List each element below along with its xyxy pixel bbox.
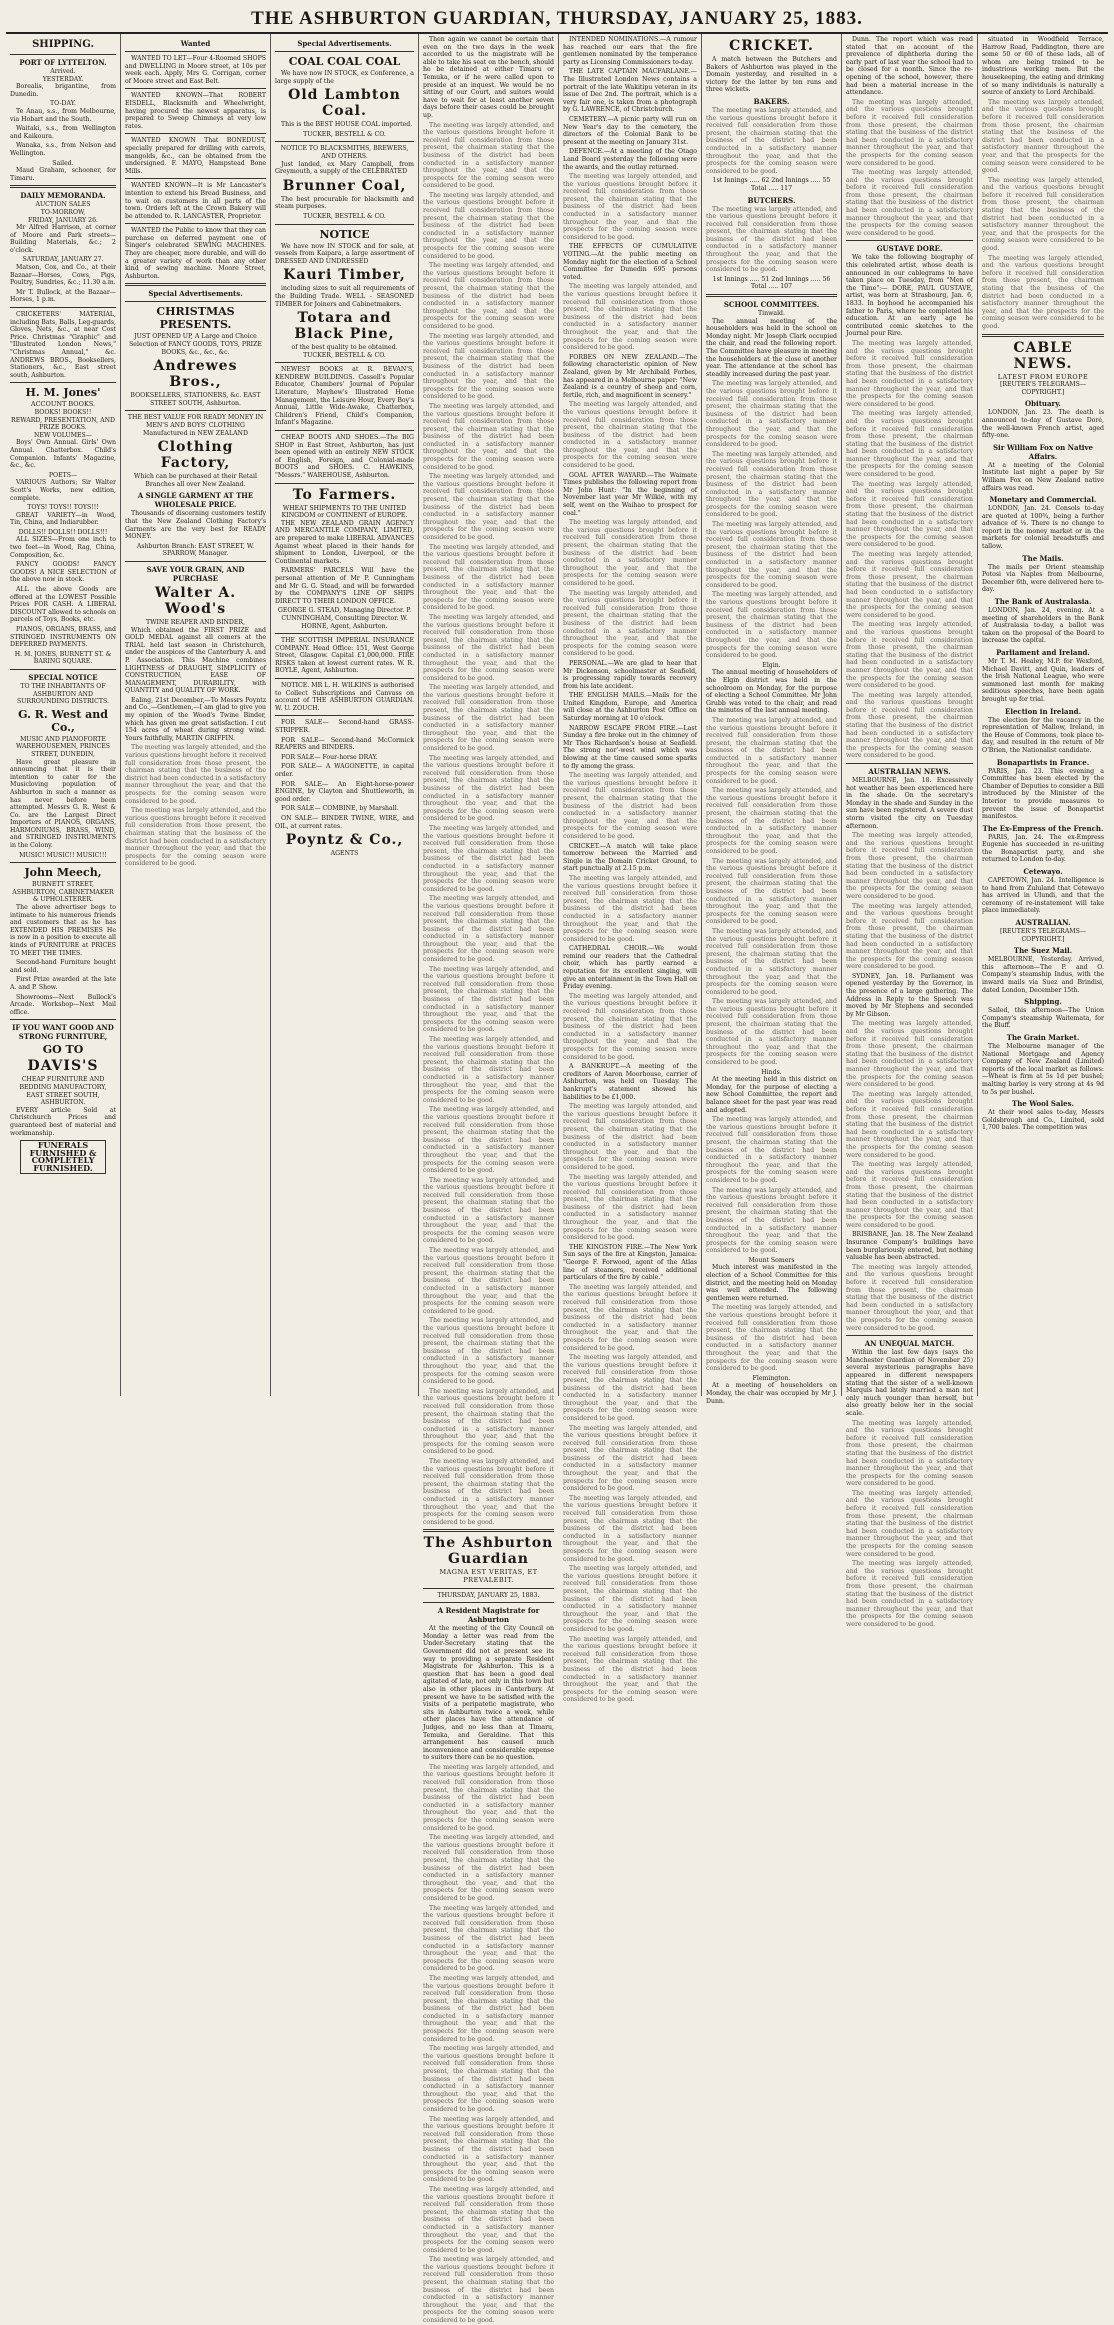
filler-text: The meeting was largely attended, and the various questions brought before it received full consideration from those present, the chairman stating that the business of the district had been conducted in a satisfactory manner throughout the year, and that the prospects for the coming season were considered to be good. — [706, 380, 837, 449]
filler-text: The meeting was largely attended, and the various questions brought before it received full consideration from those present, the chairman stating that the business of the district had been conducted in a satisfactory manner throughout the year, and that the prospects for the coming season were considered to be good. — [846, 1560, 973, 1628]
kauri-sub: including sizes to suit all requirements of the Building Trade. WELL - SEASONED TIMBER for Joiners and Cabinetmakers. — [275, 285, 414, 308]
news-item: THE ENGLISH MAILS.—Mails for the United Kingdom, Europe, and America will close at the Ashburton Post Office on Saturday morning at 10 o'clock. — [563, 692, 697, 723]
filler-text: The meeting was largely attended, and the various questions brought before it received full consideration from those present, the chairman stating that the business of the district had been conducted in a satisfactory manner throughout the year, and that the prospects for the coming season were considered to be good. — [846, 902, 973, 971]
wool-heading: The Wool Sales. — [1012, 1099, 1074, 1109]
tucker-signature: TUCKER, BESTELL & CO. — [303, 130, 386, 138]
filler-text: The meeting was largely attended, and the various questions brought before it received full consideration from those present, the chairman stating that the business of the district had been conducted in a satisfactory manner throughout the year, and that the prospects for the coming season were considered to be good. — [846, 339, 973, 408]
filler-text: The meeting was largely attended, and the various questions brought before it received full consideration from those present, the chairman stating that the business of the district had been conducted in a satisfactory manner throughout the year, and that the prospects for the coming season were considered to be good. — [846, 551, 973, 619]
elgin-body: The annual meeting of householders of the Elgin district was held in the schoolroom on Monday, for the purpose of electing a School Committee. Mr John Grubb was voted to the chair, and read the minutes of the last annual meeting. — [706, 669, 837, 715]
filler-text: The meeting was largely attended, and the various questions brought before it received full consideration from those present, the chairman stating that the business of the district had been conducted in a satisfactory manner throughout the year, and that the prospects for the coming season were considered to be good. — [706, 857, 837, 926]
flemington-heading: Flemington. — [752, 1374, 791, 1382]
davis-body: EVERY article Sold at Christchurch Prices and guaranteed best of material and workmanship. — [10, 1106, 116, 1137]
column-6 — [702, 34, 842, 1405]
fancy-goods: FANCY GOODS! FANCY GOODS! A NICE SELECTION of the above now in stock. — [10, 561, 116, 584]
meech-body: The above advertiser begs to intimate to his numerous friends and customers that as he has EXTENDED HIS PREMISES He is now in a position to execute all kinds of FURNITURE at PRICES TO MEET THE TIMES. — [10, 904, 116, 957]
scottish-ad: THE SCOTTISH IMPERIAL INSURANCE COMPANY. Head Office: 151, West George Street, Glasgow. Capital £1,000,000. FIRE RISKS taken at lowest current rates. W. R. BOYLE, Agent, Ashburton. — [275, 637, 414, 675]
andrews-title: Andrewes Bros., — [153, 358, 238, 391]
filler-text: The meeting was largely attended, and the various questions brought before it received full consideration from those present, the chairman stating that the business of the district had been conducted in a satisfactory manner throughout the year, and that the prospects for the coming season were considered to be good. — [423, 1387, 554, 1456]
filler-text: The meeting was largely attended, and the various questions brought before it received full consideration from those present, the chairman stating that the business of the district had been conducted in a satisfactory manner throughout the year, and that the prospects for the coming season were considered to be good. — [706, 450, 837, 519]
saturday-label: SATURDAY, JANUARY 27. — [22, 256, 104, 264]
filler-text: The meeting was largely attended, and the various questions brought before it received full consideration from those present, the chairman stating that the business of the district had been conducted in a satisfactory manner throughout the year, and that the prospects for the coming season were considered to be good. — [563, 1494, 697, 1563]
column-intro: Dunn. The report which was read stated that on account of the prevalence of diphtheria during the early part of last year the school had to be closed for a month. Since the re-opening of the school, however, there had been a material increase in the attendance. — [846, 36, 973, 97]
dolls-label: DOLLS!! DOLLS!! DOLLS!!! — [18, 528, 108, 536]
filler-text: The meeting was largely attended, and the various questions brought before it received full consideration from those present, the chairman stating that the business of the district had been conducted in a satisfactory manner throughout the year, and that the prospects for the coming season were considered to be good. — [563, 283, 697, 352]
jones-books: BOOKS! BOOKS!! — [34, 408, 92, 416]
jones-reward: REWARD, PRESENTATION, AND PRIZE BOOKS. — [11, 416, 115, 432]
grain-heading: The Grain Market. — [1006, 1032, 1080, 1042]
filler-text: The meeting was largely attended, and the various questions brought before it received full consideration from those present, the chairman stating that the business of the district had been conducted in a satisfactory manner throughout the year, and that the prospects for the coming season were considered to be good. — [423, 332, 554, 401]
money-heading: Monetary and Commercial. — [989, 495, 1097, 505]
cable-news-heading: CABLE NEWS. — [1013, 339, 1073, 372]
filler-text: The meeting was largely attended, and the various questions brought before it received full consideration from those present, the chairman stating that the business of the district had been conducted in a satisfactory manner throughout the year, and that the prospects for the coming season were considered to be good. — [563, 589, 697, 658]
guardian-motto: MAGNA EST VERITAS, ET PREVALEBIT. — [439, 1568, 538, 1584]
filler-text: The meeting was largely attended, and the various questions brought before it received full consideration from those present, the chairman stating that the business of the district had been conducted in a satisfactory manner throughout the year, and that the prospects for the coming season were considered to be good. — [423, 2045, 554, 2113]
wheat-heading: WHEAT SHIPMENTS TO THE UNITED KINGDOM or CONTINENT of EUROPE. — [281, 504, 408, 520]
bank-heading: The Bank of Australasia. — [994, 597, 1092, 607]
tucker-signature: TUCKER, BESTELL & CO. — [303, 212, 386, 220]
filler-text: The meeting was largely attended, and the various questions brought before it received full consideration from those present, the chairman stating that the business of the district had been conducted in a satisfactory manner throughout the year, and that the prospects for the coming season were considered to be good. — [563, 992, 697, 1061]
leader-date: THURSDAY, JANUARY 25, 1883. — [437, 1591, 540, 1599]
filler-text: The meeting was largely attended, and the various questions brought before it received full consideration from those present, the chairman stating that the business of the district had been conducted in a satisfactory manner throughout the year, and that the prospects for the coming season were considered to be good. — [706, 927, 837, 996]
column-intro: situated in Woodfield Terrace, Harrow Road, Paddington, there are some 50 or 60 of these lads, all of whom are being trained to be industrious working men. But the housekeeping, the eating and drinking of so many individuals is naturally a source of anxiety to Lord Archibald. — [982, 36, 1104, 97]
reuter-label: [REUTER'S TELEGRAMS—COPYRIGHT.] — [999, 928, 1087, 943]
filler-text: The meeting was largely attended, and the various questions brought before it received full consideration from those present, the chairman stating that the business of the district had been conducted in a satisfactory manner throughout the year, and that the prospects for the coming season were considered to be good. — [423, 684, 554, 753]
filler-text: The meeting was largely attended, and the various questions brought before it received full consideration from those present, the chairman stating that the business of the district had been conducted in a satisfactory manner throughout the year, and that the prospects for the coming season were considered to be good. — [846, 480, 973, 549]
filler-text: The meeting was largely attended, and the various questions brought before it received full consideration from those present, the chairman stating that the business of the district had been conducted in a satisfactory manner throughout the year, and that the prospects for the coming season were considered to be good. — [846, 621, 973, 690]
brunner-title: Brunner Coal, — [282, 177, 407, 194]
filler-text: The meeting was largely attended, and the various questions brought before it received full consideration from those present, the chairman stating that the business of the district had been conducted in a satisfactory manner throughout the year, and that the prospects for the coming season were considered to be good. — [563, 173, 697, 241]
for-sale-item: FOR SALE— A WAGONETTE, in capital order. — [275, 763, 414, 778]
shipping-body: Sailed, this afternoon—The Union Company's steamship Waitemata, for the Bluff. — [982, 1007, 1104, 1030]
filler-text: The meeting was largely attended, and the various questions brought before it received full consideration from those present, the chairman stating that the business of the district had been conducted in a satisfactory manner throughout the year, and that the prospects for the coming season were considered to be good. — [423, 1247, 554, 1315]
stead-signature: GEORGE G. STEAD, Managing Director. P. CUNNINGHAM, Consulting Director. W. HORNE, Agent, Ashburton. — [277, 607, 412, 630]
today-label: TO-DAY. — [50, 100, 76, 108]
mails-heading: The Mails. — [1022, 553, 1064, 563]
france-body: PARIS, Jan. 23. This evening a Committee has been elected by the Chamber of Deputies to consider a Bill introduced by the Minister of the Interior to provide measures to prevent the issue of Bonapartist manifestos. — [982, 767, 1104, 821]
column-4 — [419, 34, 559, 2325]
news-item: PERSONAL.—We are glad to hear that Mr Dickenson, schoolmaster at Seafield, is progressing rapidly towards recovery from his late accident. — [563, 659, 697, 690]
value-heading: THE BEST VALUE FOR READY MONEY IN MEN'S AND BOYS' CLOTHING — [127, 414, 264, 429]
totara-title: Totara and Black Pine, — [294, 310, 395, 343]
elgin-heading: Elgin. — [762, 661, 781, 669]
reuter-label: [REUTER'S TELEGRAMS—COPYRIGHT.] — [999, 381, 1087, 396]
sailed-label: Sailed. — [52, 159, 74, 167]
lambton-sub: This is the BEST HOUSE COAL imported. — [281, 121, 413, 129]
filler-text: The meeting was largely attended, and the various questions brought before it received full consideration from those present, the chairman stating that the business of the district had been conducted in a satisfactory manner throughout the year, and that the prospects for the coming season were considered to be good. — [563, 874, 697, 943]
filler-text: The meeting was largely attended, and the various questions brought before it received full consideration from those present, the chairman stating that the business of the district had been conducted in a satisfactory manner throughout the year, and that the prospects for the coming season were considered to be good. — [423, 895, 554, 964]
filler-text: The meeting was largely attended, and the various questions brought before it received full consideration from those present, the chairman stating that the business of the district had been conducted in a satisfactory manner throughout the year, and that the prospects for the coming season were considered to be good. — [423, 543, 554, 612]
wanted-ad: WANTED TO LET—Four 4-Roomed SHOPS and DWELLING in Moore street, at 10s per week each. Apply, Mrs G. Corrigan, corner of Moore street and East Belt. — [125, 55, 266, 85]
news-item: FORBES ON NEW ZEALAND.—The following characteristic opinion of New Zealand, given by Mr Archibald Forbes, has appeared in a Melbourne paper: "New Zealand is a country of sheep and corn, fertile, rich, and magnificent in scenery." — [563, 353, 697, 399]
boots-ad: CHEAP BOOTS AND SHOES.—The BIG SHOP in East Street, Ashburton, has just been opened with an entirely NEW STOCK of English, Foreign, and Colonial-made BOOTS and SHOES. C. HAWKINS, "Messrs." WAREHOUSE, Ashburton. — [275, 434, 414, 479]
meech-line: First Prize awarded at the late A. and P. Show. — [10, 976, 116, 991]
for-sale-item: FOR SALE— An Eight-horse-power ENGINE, by Clayton and Shuttleworth, in good order. — [275, 780, 414, 803]
natives-body: At a meeting of the Colonial Institute last night a paper by Sir William Fox on New Zealand native affairs was read. — [982, 461, 1104, 492]
ireland-heading: Parliament and Ireland. — [996, 648, 1090, 657]
filler-text: The meeting was largely attended, and the various questions brought before it received full consideration from those present, the chairman stating that the business of the district had been conducted in a satisfactory manner throughout the year, and that the prospects for the coming season were considered to be good. — [423, 1036, 554, 1104]
column-5 — [559, 34, 702, 1704]
filler-text: The meeting was largely attended, and the various questions brought before it received full consideration from those present, the chairman stating that the business of the district had been conducted in a satisfactory manner throughout the year, and that the prospects for the coming season were considered to be good. — [423, 1904, 554, 1973]
wilkins-notice: NOTICE. MR L. H. WILKINS is authorised to Collect Subscriptions and Canvass on account of THE ASHBURTON GUARDIAN. W. U. ZOUCH. — [275, 682, 414, 712]
filler-text: The meeting was largely attended, and the various questions brought before it received full consideration from those present, the chairman stating that the business of the district had been conducted in a satisfactory manner throughout the year, and that the prospects for the coming season were considered to be good. — [423, 2115, 554, 2184]
filler-text: The meeting was largely attended, and the various questions brought before it received full consideration from those present, the chairman stating that the business of the district had been conducted in a satisfactory manner throughout the year, and that the prospects for the coming season were considered to be good. — [706, 521, 837, 589]
filler-text: The meeting was largely attended, and the various questions brought before it received full consideration from those present, the chairman stating that the business of the district had been conducted in a satisfactory manner throughout the year, and that the prospects for the coming season were considered to be good. — [706, 787, 837, 855]
filler-text: The meeting was largely attended, and the various questions brought before it received full consideration from those present, the chairman stating that the business of the district had been conducted in a satisfactory manner throughout the year, and that the prospects for the coming season were considered to be good. — [846, 410, 973, 479]
branch-note: Ashburton Branch: EAST STREET, W. SPARROW, Manager. — [136, 542, 255, 558]
filler-text: The meeting was largely attended, and the various questions brought before it received full consideration from those present, the chairman stating that the business of the district had been conducted in a satisfactory manner throughout the year, and that the prospects for the coming season were considered to be good. — [706, 998, 837, 1067]
column-8 — [978, 34, 1108, 1396]
column-3 — [271, 34, 419, 1396]
news-item: GOAL AFTER WAYARD.—The Waimate Times publishes the following report from Mr John Hunt: "In the beginning of November last year Mr Wilkie, with my self, went on the Waihao to prospect for coal." — [563, 471, 697, 517]
obituary-body: LONDON, Jan. 23. The death is announced to-day of Gustave Doré, the well-known French artist, aged fifty-one. — [982, 409, 1104, 440]
notice-heading: NOTICE — [319, 227, 370, 241]
filler-text: The meeting was largely attended, and the various questions brought before it received full consideration from those present, the chairman stating that the business of the district had been conducted in a satisfactory manner throughout the year, and that the prospects for the coming season were considered to be good. — [423, 1763, 554, 1832]
masthead — [6, 6, 1108, 34]
toys-variety: GREAT VARIETY—in Wood, Tin, China, and Indiarubber. — [10, 511, 116, 527]
hinds-body: At the meeting held in this district on Monday, for the purpose of electing a new School Committee, the report and balance sheet for the past year was read and adopted. — [706, 1076, 837, 1114]
filler-text: The meeting was largely attended, and the various questions brought before it received full consideration from those present, the chairman stating that the business of the district had been conducted in a satisfactory manner throughout the year, and that the prospects for the coming season were considered to be good. — [846, 1419, 973, 1488]
natives-heading: Sir William Fox on Native Affairs. — [992, 442, 1093, 461]
suez-heading: The Suez Mail. — [1013, 946, 1073, 956]
brunner-sub: The best procurable for blacksmith and steam purposes. — [275, 195, 414, 211]
for-sale-item: FOR SALE— Second-hand McCormick REAPERS and BINDERS. — [275, 736, 414, 752]
filler-text: The meeting was largely attended, and the various questions brought before it received full consideration from those present, the chairman stating that the business of the district had been conducted in a satisfactory manner throughout the year, and that the prospects for the coming season were considered to be good. — [423, 473, 554, 541]
arrived-label: Arrived. — [50, 68, 76, 75]
filler-text: The meeting was largely attended, and the various questions brought before it received full consideration from those present, the chairman stating that the business of the district had been conducted in a satisfactory manner throughout the year, and that the prospects for the coming season were considered to be good. — [846, 1020, 973, 1089]
coal-body: We have now IN STOCK, ex Conference, a large supply of the — [275, 70, 414, 85]
leader-heading: A Resident Magistrate for Ashburton — [437, 1606, 540, 1625]
filler-text: The meeting was largely attended, and the various questions brought before it received full consideration from those present, the chairman stating that the business of the district had been conducted in a satisfactory manner throughout the year, and that the prospects for the coming season were considered to be good. — [846, 832, 973, 900]
west-body: Have great pleasure in announcing that it is their intention to cater for the Musicloving population of Ashburton in such a manner as has never before been attempted. Messrs G. R. West & Co. are the Largest Direct Importers of PIANOS, ORGANS, HARMONIUMS, BRASS, WIND, and STRINGED INSTRUMENTS in the Colony. — [10, 758, 116, 850]
mails-body: The mails per Orient steamship Potosi via Naples from Melbourne, December 6th, were delivered here to-day. — [982, 563, 1104, 594]
meech-title: John Meech, — [24, 866, 102, 880]
columns — [6, 34, 1108, 2325]
committees-heading: SCHOOL COMMITTEES. — [723, 300, 820, 310]
australian-news-heading: AUSTRALIAN NEWS. — [868, 767, 951, 777]
ireland-body: Mr T. M. Healey, M.P. for Wexford, Michael Davitt, and Quin, leaders of the Irish National League, who were summoned last month for making seditious speeches, have been again brought up for trial. — [982, 658, 1104, 703]
article-body: Then again we cannot be certain that even on the two days in the week accorded to us the magistrate will be able to take his seat on the bench, should he be detained at either Timaru or Temuka, or if he were called upon to preside at an inquest. We would be no sitting of our Court, and suitors would have to wait for at least another seven days before their cases could be brought up. — [423, 36, 554, 119]
filler-text: The meeting was largely attended, and the various questions brought before it received full consideration from those present, the chairman stating that the business of the district had been conducted in a satisfactory manner throughout the year, and that the prospects for the coming season were considered to be good. — [423, 191, 554, 260]
meech-line: Showrooms—Next Bullock's Arcade. Workshop—Next Mail office. — [10, 993, 116, 1016]
wool-body: At their wool sales to-day, Messrs Goldsbrough and Co., Limited, sold 1,700 bales. The competition was — [982, 1109, 1104, 1132]
filler-text: The meeting was largely attended, and the various questions brought before it received full consideration from those present, the chairman stating that the business of the district had been conducted in a satisfactory manner throughout the year, and that the prospects for the coming season were considered to be good. — [423, 1176, 554, 1245]
jones-subtitle: ACCOUNT BOOKS. — [30, 400, 96, 409]
cricket-intro: A match between the Butchers and Bakers of Ashburton was played in the Domain yesterday, and resulted in a victory for the latter by ten runs and three wickets. — [706, 56, 837, 94]
for-sale-item: FOR SALE— Second-hand GRASS-STRIPPER. — [275, 719, 414, 735]
mount-somers-body: Much interest was manifested in the election of a School Committee for this district, and the meeting held on Monday was well attended. The following gentlemen were returned. — [706, 1264, 837, 1302]
wanted-ad: WANTED KNOWN—It is Mr Lancaster's intention to extend his Bread Business, and to wait on customers in all parts of the town. Orders left at the Crown Bakery will be attended to. R. LANCASTER, Proprietor. — [125, 182, 266, 220]
filler-text: The meeting was largely attended, and the various questions brought before it received full consideration from those present, the chairman stating that the business of the district had been conducted in a satisfactory manner throughout the year, and that the prospects for the coming season were considered to be good. — [846, 98, 973, 167]
masthead-title: THE ASHBURTON GUARDIAN, THURSDAY, JANUARY 25, 1883. — [251, 8, 863, 29]
lambton-title: Old Lambton Coal. — [288, 87, 401, 120]
australian-heading: AUSTRALIAN. — [1015, 918, 1071, 928]
totara-sub: of the best quality to be obtained. — [291, 344, 398, 352]
empress-heading: The Ex-Empress of the French. — [982, 823, 1104, 833]
single-garment-body: Thousands of discerning customers testify that the New Zealand Clothing Factory's Garments are the very best for READY MONEY. — [125, 510, 266, 541]
clothing-title: Clothing Factory, — [157, 439, 234, 472]
empress-body: PARIS, Jan. 24. The ex-Empress Eugenie has succeeded in re-uniting the Bonapartist party, and she returned to London to-day. — [982, 833, 1104, 864]
poets-label: POETS— — [48, 471, 78, 479]
filler-text: The meeting was largely attended, and the various questions brought before it received full consideration from those present, the chairman stating that the business of the district had been conducted in a satisfactory manner throughout the year, and that the prospects for the coming season were considered to be good. — [423, 1458, 554, 1526]
filler-text: The meeting was largely attended, and the various questions brought before it received full consideration from those present, the chairman stating that the business of the district had been conducted in a satisfactory manner throughout the year, and that the prospects for the coming season were considered to be good. — [982, 254, 1104, 330]
guardian-masthead: The Ashburton Guardian — [423, 1535, 554, 1568]
arrival-item: Borealis, brigantine, from Dunedin. — [10, 83, 116, 98]
auction-item: Mr T. Bullock, at the Bazaar—Horses, 1 p.m. — [10, 288, 116, 304]
filler-text: The meeting was largely attended, and the various questions brought before it received full consideration from those present, the chairman stating that the business of the district had been conducted in a satisfactory manner throughout the year, and that the prospects for the coming season were considered to be good. — [423, 121, 554, 190]
filler-text: The meeting was largely attended, and the various questions brought before it received full consideration from those present, the chairman stating that the business of the district had been conducted in a satisfactory manner throughout the year, and that the prospects for the coming season were considered to be good. — [706, 1116, 837, 1184]
filler-text: The meeting was largely attended, and the various questions brought before it received full consideration from those present, the chairman stating that the business of the district had been conducted in a satisfactory manner throughout the year, and that the prospects for the coming season were considered to be good. — [846, 1489, 973, 1558]
notice-body: We have now IN STOCK and for sale, at vessels from Kaipara, a large assortment of DRESSED AND UNDRESSED — [275, 242, 414, 265]
kauri-title: Kauri Timber, — [283, 267, 406, 284]
news-item: CEMETERY.—A picnic party will run on New Year's day to the cemetery, the directors of the Colonial Bank to be present at the meeting on January 31st. — [563, 115, 697, 146]
for-sale-item: ON SALE— BINDER TWINE, WIRE, and OIL, at current rates. — [275, 814, 414, 830]
filler-text: The meeting was largely attended, and the various questions brought before it received full consideration from those present, the chairman stating that the business of the district had been conducted in a satisfactory manner throughout the year, and that the prospects for the coming season were considered to be good. — [125, 807, 266, 868]
column-1 — [6, 34, 121, 1396]
unequal-match-body: Within the last few days (says the Manchester Guardian of November 25) several mysterious paragraphs have appeared in different newspapers stating that the sister of a well-known Marquis had lately married a man not only much younger than herself, but also greatly below her in the social scale. — [846, 1349, 973, 1417]
filler-text: The meeting was largely attended, and the various questions brought before it received full consideration from those present, the chairman stating that the business of the district had been conducted in a satisfactory manner throughout the year, and that the prospects for the coming season were considered to be good. — [563, 1354, 697, 1422]
news-item: CRICKET.—A match will take place tomorrow between the Married and Single in the Domain Cricket Ground, to start punctually at 2.15 p.m. — [563, 842, 697, 873]
france-heading: Bonapartists in France. — [996, 757, 1090, 767]
news-item: THE KINGSTON FIRE.—The New York Sun says of the fire at Kingston, Jamaica: "George F. Forwood, agent of the Atlas line of steamers, received additional particulars of the fire by cable." — [563, 1243, 697, 1282]
special-ads-heading: Special Advertisements. — [297, 39, 392, 48]
filler-text: The meeting was largely attended, and the various questions brought before it received full consideration from those present, the chairman stating that the business of the district had been conducted in a satisfactory manner throughout the year, and that the prospects for the coming season were considered to be good. — [563, 1424, 697, 1493]
wood-testimonial: Ealing, 21st December,—To Messrs Poyntz and Co.,—Gentlemen,—I am glad to give you my opinion of the Wood's Twine Binder, which has given me great satisfaction. I cut 154 acres of wheat during strong wind. Yours faithfully, MARTIN GRIFFIN. — [125, 696, 266, 742]
bakers-score: 1st Innings ..... 62 2nd Innings ..... 55 Total ..... 117 — [712, 177, 831, 192]
filler-text: The meeting was largely attended, and the various questions brought before it received full consideration from those present, the chairman stating that the business of the district had been conducted in a satisfactory manner throughout the year, and that the prospects for the coming season were considered to be good. — [125, 744, 266, 805]
melbourne-news: MELBOURNE, Jan. 18. Excessively hot weather has been experienced here in the shade. On the secretary's Monday in the shade and Sunday in the sun have been registered. A severe dust storm visited the city on Tuesday afternoon. — [846, 777, 973, 830]
filler-text: The meeting was largely attended, and the various questions brought before it received full consideration from those present, the chairman stating that the business of the district had been conducted in a satisfactory manner throughout the year, and that the prospects for the coming season were considered to be good. — [706, 591, 837, 660]
news-item: THE LATE CAPTAIN MACFARLANE.—The Illustrated London News contains a portrait of the late Wakitipu veteran in its issue of Dec 2nd. The portrait, which is a very fair one, is taken from a photograph by G. LAWRENCE, of Christchurch. — [563, 68, 697, 114]
christmas-title: CHRISTMAS PRESENTS. — [156, 305, 235, 332]
flemington-body: At a meeting of householders on Monday, the chair was occupied by Mr J. Dunn. — [706, 1382, 837, 1405]
tinwald-heading: Tinwald. — [758, 310, 785, 318]
value-subtitle: Manufactured in NEW ZEALAND — [143, 429, 248, 437]
farmers-title: To Farmers. — [292, 486, 397, 503]
special-notice-heading: SPECIAL NOTICE — [28, 672, 98, 682]
arrival-item: Te Anau, s.s., from Melbourne, via Hobart and the South. — [10, 107, 116, 123]
filler-text: The meeting was largely attended, and the various questions brought before it received full consideration from those present, the chairman stating that the business of the district had been conducted in a satisfactory manner throughout the year, and that the prospects for the coming season were considered to be good. — [423, 1317, 554, 1386]
wheat-body: THE NEW ZEALAND GRAIN AGENCY AND MERCANTILE COMPANY, LIMITED, are prepared to make LIBERAL ADVANCES Against wheat placed in their hands for shipment to London, Liverpool, or the Continental markets. — [275, 519, 414, 565]
filler-text: The meeting was largely attended, and the various questions brought before it received full consideration from those present, the chairman stating that the business of the district had been conducted in a satisfactory manner throughout the year, and that the prospects for the coming season were considered to be good. — [563, 401, 697, 470]
mount-somers-heading: Mount Somers — [748, 1256, 795, 1264]
new-volumes-label: NEW VOLUMES— — [34, 431, 92, 439]
auction-item: Matson, Cox, and Co., at their Bazaar—Horses, Cows, Pigs, Poultry, Sundries, &c.; 11.30 a.m. — [10, 264, 116, 287]
cricket-material-ad: CRICKETERS' MATERIAL, including Bats, Balls, Leg-guards, Gloves, Nets, &c., at near Cost Price. Christmas "Graphic" and "Illustrated London News," "Christmas Annual," &c. ANDREWS BROS., Booksellers, Stationers, &c., East street south, Ashburton. — [10, 311, 116, 379]
filler-text: The meeting was largely attended, and the various questions brought before it received full consideration from those present, the chairman stating that the business of the district had been conducted in a satisfactory manner throughout the year, and that the prospects for the coming season were considered to be good. — [706, 1186, 837, 1255]
obituary-heading: Obituary. — [1025, 399, 1061, 409]
news-item: CATHEDRAL CHOIR.—We would remind our readers that the Cathedral choir, which has partly earned a reputation for its excellent singing, will give an entertainment in the Town Hall on Friday evening. — [563, 945, 697, 991]
suez-body: MELBOURNE, Yesterday. Arrived, this afternoon—The P. and O. Company's steamship Indus, with the inward mails via Suez and Brindisi, dated London, December 15th. — [982, 956, 1104, 994]
tomorrow-label: TO-MORROW, — [40, 208, 86, 216]
filler-text: The meeting was largely attended, and the various questions brought before it received full consideration from those present, the chairman stating that the business of the district had been conducted in a satisfactory manner throughout the year, and that the prospects for the coming season were considered to be good. — [423, 1974, 554, 2043]
filler-text: The meeting was largely attended, and the various questions brought before it received full consideration from those present, the chairman stating that the business of the district had been conducted in a satisfactory manner throughout the year, and that the prospects for the coming season were considered to be good. — [563, 1103, 697, 1171]
music-label: MUSIC! MUSIC!! MUSIC!!! — [19, 851, 107, 859]
butchers-heading: BUTCHERS. — [747, 195, 796, 205]
filler-text: The meeting was largely attended, and the various questions brought before it received full consideration from those present, the chairman stating that the business of the district had been conducted in a satisfactory manner throughout the year, and that the prospects for the coming season were considered to be good. — [423, 262, 554, 330]
memoranda-heading: DAILY MEMORANDA. — [20, 191, 106, 201]
news-item: THE EFFECTS OF CUMULATIVE VOTING.—At the public meeting on Monday night for the election of a School Committee for Dunedin 695 persons voted. — [563, 243, 697, 281]
andrews-subtitle: BOOKSELLERS, STATIONERS, &c. EAST STREET SOUTH, Ashburton. — [130, 392, 261, 407]
coal-heading: COAL COAL COAL — [288, 55, 401, 68]
filler-text: The meeting was largely attended, and the various questions brought before it received full consideration from those present, the chairman stating that the business of the district had been conducted in a satisfactory manner throughout the year, and that the prospects for the coming season were considered to be good. — [563, 1635, 697, 1704]
wanted-ad: WANTED KNOWN—That ROBERT EISDELL, Blacksmith and Wheelwright, having procured the newest apparatus, is prepared to Sweep Chimneys at very low rates. — [125, 92, 266, 130]
filler-text: The meeting was largely attended, and the various questions brought before it received full consideration from those present, the chairman stating that the business of the district had been conducted in a satisfactory manner throughout the year, and that the prospects for the coming season were considered to be good. — [846, 1161, 973, 1229]
discount-note: ALL the above Goods are offered at the LOWEST Possible Prices FOR CASH. A LIBERAL DISCOUNT allowed to schools on parcels of Toys, Books, etc. — [10, 586, 116, 624]
brunner-pre: Just landed, ex Mary Campbell, from Greymouth, a supply of the CELEBRATED — [275, 160, 414, 176]
cetewayo-body: CAPETOWN, Jan. 24. Intelligence is to hand from Zululand that Cetewayo has arrived in Ulundi, and that the ceremony of re-instatement will take place immediately. — [982, 877, 1104, 915]
clothing-subtitle: Which can be purchased at their Retail Branches all over New Zealand. — [134, 473, 257, 488]
west-subtitle: MUSIC AND PIANOFORTE WAREHOUSEMEN, PRINCES STREET, DUNEDIN, — [15, 735, 111, 758]
books-ad: NEWEST BOOKS at R. BEVAN'S, KENDREW BUILDINGS. Cassell's Popular Educator, Chambers' Journal of Popular Literature, Mayhew's Illustrated Home Management, the Leisure Hour, Every Boy's Annual, Little Wide-Awake, Chatterbox, Children's Friend, Child's Companion, Infant's Magazine. — [275, 366, 414, 427]
filler-text: The meeting was largely attended, and the various questions brought before it received full consideration from those present, the chairman stating that the business of the district had been conducted in a satisfactory manner throughout the year, and that the prospects for the coming season were considered to be good. — [706, 205, 837, 274]
tucker-signature: TUCKER, BESTELL & CO. — [303, 351, 386, 359]
hinds-heading: Hinds. — [761, 1068, 782, 1076]
jones-signature: H. M. JONES, BURNETT ST. & BARING SQUARE. — [14, 650, 112, 666]
filler-text: The meeting was largely attended, and the various questions brought before it received full consideration from those present, the chairman stating that the business of the district had been conducted in a satisfactory manner throughout the year, and that the prospects for the coming season were considered to be good. — [563, 519, 697, 587]
arrival-item: Waitaki, s.s., from Wellington and Kaikoura. — [10, 125, 116, 140]
wood-subtitle: TWINE REAPER AND BINDER, — [145, 618, 246, 626]
shipping-heading: SHIPPING. — [32, 39, 94, 50]
friday-label: FRIDAY, JANUARY 26. — [27, 216, 98, 224]
filler-text: The meeting was largely attended, and the various questions brought before it received full consideration from those present, the chairman stating that the business of the district had been conducted in a satisfactory manner throughout the year, and that the prospects for the coming season were considered to be good. — [846, 1090, 973, 1159]
parcels-body: FARMERS' PARCELS Will have the personal attention of Mr P. Cunningham and Mr G. G. Stead, and will be forwarded by the COMPANY'S LINE OF SHIPS DIRECT TO THEIR LONDON OFFICE. — [275, 567, 414, 605]
filler-text: The meeting was largely attended, and the various questions brought before it received full consideration from those present, the chairman stating that the business of the district had been conducted in a satisfactory manner throughout the year, and that the prospects for the coming season were considered to be good. — [423, 2256, 554, 2325]
wanted-ad: WANTED the Public to know that they can purchase on deferred payment one of Singer's celebrated SEWING MACHINES. They are cheaper, more durable, and will do a greater variety of work than any other kind of sewing machine. Moore Street, Ashburton. — [125, 227, 266, 280]
toys-label: TOYS! TOYS!! TOYS!!! — [27, 504, 99, 512]
for-sale-item: FOR SALE— Four-horse DRAY. — [281, 753, 378, 761]
filler-text: The meeting was largely attended, and the various questions brought before it received full consideration from those present, the chairman stating that the business of the district had been conducted in a satisfactory manner throughout the year, and that the prospects for the coming season were considered to be good. — [563, 1283, 697, 1352]
sailed-item: Maud Graham, schooner, for Timaru. — [10, 167, 116, 182]
filler-text: The meeting was largely attended, and the various questions brought before it received full consideration from those present, the chairman stating that the business of the district had been conducted in a satisfactory manner throughout the year, and that the prospects for the coming season were considered to be good. — [846, 691, 973, 760]
filler-text: The meeting was largely attended, and the various questions brought before it received full consideration from those present, the chairman stating that the business of the district had been conducted in a satisfactory manner throughout the year, and that the prospects for the coming season were considered to be good. — [563, 772, 697, 840]
filler-text: The meeting was largely attended, and the various questions brought before it received full consideration from those present, the chairman stating that the business of the district had been conducted in a satisfactory manner throughout the year, and that the prospects for the coming season were considered to be good. — [563, 1565, 697, 1633]
shipping-heading: Shipping. — [1024, 997, 1062, 1007]
unequal-match-heading: AN UNEQUAL MATCH. — [864, 1339, 955, 1349]
filler-text: The meeting was largely attended, and the various questions brought before it received full consideration from those present, the chairman stating that the business of the district had been conducted in a satisfactory manner throughout the year, and that the prospects for the coming season were considered to be good. — [423, 1106, 554, 1175]
pianos-note: PIANOS, ORGANS, BRASS, and STRINGED INSTRUMENTS ON DEFERRED PAYMENTS. — [10, 626, 116, 649]
news-item: A BANKRUPT.—A meeting of the creditors of Aaron Moorhouse, carrier of Ashburton, was held on Tuesday. The bankrupt's statement showed his liabilities to be £1,000. — [563, 1063, 697, 1101]
davis-heading: IF YOU WANT GOOD AND STRONG FURNITURE, — [12, 1023, 114, 1042]
wood-title: Walter A. Wood's — [154, 584, 237, 617]
special-notice-sub: TO THE INHABITANTS OF ASHBURTON AND SURROUNDING DISTRICTS. — [17, 682, 109, 706]
go-to-label: GO TO — [42, 1043, 84, 1057]
agents-label: AGENTS — [330, 850, 359, 858]
cricket-heading: CRICKET. — [729, 38, 814, 54]
meech-line: Second-hand Furniture bought and sold. — [10, 959, 116, 974]
filler-text: The meeting was largely attended, and the various questions brought before it received full consideration from those present, the chairman stating that the business of the district had been conducted in a satisfactory manner throughout the year, and that the prospects for the coming season were considered to be good. — [423, 2185, 554, 2254]
jones-title: H. M. Jones' — [25, 386, 101, 400]
port-heading: PORT OF LYTTELTON. — [19, 58, 107, 67]
yesterday-label: YESTERDAY. — [42, 75, 84, 83]
news-item: INTENDED NOMINATIONS.—A rumour has reached our ears that the fire gentlemen nominated by the temperance party as Licensing Commissioners to-day. — [563, 36, 697, 66]
filler-text: The meeting was largely attended, and the various questions brought before it received full consideration from those present, the chairman stating that the business of the district had been conducted in a satisfactory manner throughout the year, and that the prospects for the coming season were considered to be good. — [846, 1263, 973, 1332]
filler-text: The meeting was largely attended, and the various questions brought before it received full consideration from those present, the chairman stating that the business of the district had been conducted in a satisfactory manner throughout the year, and that the prospects for the coming season were considered to be good. — [846, 169, 973, 237]
special-ads-heading: Special Advertisements. — [148, 289, 243, 299]
money-body: LONDON, Jan. 24. Consols to-day are quoted at 100¾, being a further advance of ⅛. There is no change to report in the money market or in the markets for colonial breadstuffs and tallow. — [982, 505, 1104, 551]
leader-body: At the meeting of the City Council on Monday a letter was read from the Under-Secretary stating that the Government did not at present see its way to providing a separate Resident Magistrate for Ashburton. This is a question that has been a good deal agitated of late, not only in this town but also in other places in Canterbury. At present we have to be satisfied with the visits of a peripatetic magistrate, who sits in Ashburton twice a week, while other places have the attendance of Judges, and no less than at Timaru, Temuka, and Geraldine. That this arrangement has caused much inconvenience and considerable expense to suitors there can be no question. — [423, 1625, 554, 1762]
filler-text: The meeting was largely attended, and the various questions brought before it received full consideration from those present, the chairman stating that the business of the district had been conducted in a satisfactory manner throughout the year, and that the prospects for the coming season were considered to be good. — [982, 98, 1104, 175]
election-heading: Election in Ireland. — [1004, 706, 1081, 716]
auction-item: Mr Alfred Harrison, at corner of Moore and Park streets—Building Materials, &c.; 2 o'clock. — [10, 224, 116, 254]
filler-text: The meeting was largely attended, and the various questions brought before it received full consideration from those present, the chairman stating that the business of the district had been conducted in a satisfactory manner throughout the year, and that the prospects for the coming season were considered to be good. — [706, 716, 837, 785]
filler-text: The meeting was largely attended, and the various questions brought before it received full consideration from those present, the chairman stating that the business of the district had been conducted in a satisfactory manner throughout the year, and that the prospects for the coming season were considered to be good. — [982, 176, 1104, 253]
davis-title: DAVIS'S — [27, 1058, 99, 1075]
for-sale-item: FOR SALE— COMBINE, by Marshall. — [281, 805, 399, 813]
single-garment: A SINGLE GARMENT AT THE WHOLESALE PRICE. — [137, 491, 254, 510]
volumes-list: Boys' Own Annual. Girls' Own Annual. Chatterbox. Child's Companion. Infants' Magazine, &c., &c. — [10, 439, 116, 470]
grain-body: The Melbourne manager of the National Mortgage and Agency Company of New Zealand (Limited) reports of the local market as follows:—Wheat is firm at 5s 1d per bushel; malting barley is very strong at 4s 9d to 5s per bushel. — [982, 1042, 1104, 1096]
brisbane-news: BRISBANE, Jan. 18. The New Zealand Insurance Company's buildings have been burglariously entered, but nothing valuable has been abstracted. — [846, 1231, 973, 1262]
filler-text: The meeting was largely attended, and the various questions brought before it received full consideration from those present, the chairman stating that the business of the district had been conducted in a satisfactory manner throughout the year, and that the prospects for the coming season were considered to be good. — [423, 824, 554, 893]
sydney-news: SYDNEY, Jan. 18. Parliament was opened yesterday by the Governor, in the presence of a large gathering. The Address in Reply to the Speech was moved by Mr Stephens and seconded by Mr Gibson. — [846, 972, 973, 1018]
filler-text: The meeting was largely attended, and the various questions brought before it received full consideration from those present, the chairman stating that the business of the district had been conducted in a satisfactory manner throughout the year, and that the prospects for the coming season were considered to be good. — [423, 1834, 554, 1902]
cable-news-sub: LATEST FROM EUROPE — [997, 372, 1089, 381]
bank-body: LONDON, Jan. 24, evening. At a meeting of shareholders in the Bank of Australasia to-day, a ballot was taken on the proposal of the Board to increase the capital. — [982, 607, 1104, 645]
column-7 — [842, 34, 978, 1628]
filler-text: The meeting was largely attended, and the various questions brought before it received full consideration from those present, the chairman stating that the business of the district had been conducted in a satisfactory manner throughout the year, and that the prospects for the coming season were considered to be good. — [423, 754, 554, 823]
poyntz-title: Poyntz & Co., — [285, 832, 404, 849]
davis-subtitle: CHEAP FURNITURE AND BEDDING MANUFACTORY, EAST STREET SOUTH, ASHBURTON. — [19, 1076, 107, 1107]
dolls-sizes: ALL SIZES—From one inch to two feet—in Wood, Rag, China, Composition, &c. — [10, 536, 116, 559]
filler-text: The meeting was largely attended, and the various questions brought before it received full consideration from those present, the chairman stating that the business of the district had been conducted in a satisfactory manner throughout the year, and that the prospects for the coming season were considered to be good. — [563, 1173, 697, 1242]
election-body: The election for the vacancy in the representation of Mallow, Ireland, in the House of Commons, took place to-day, and resulted in the return of Mr O'Brien, the Nationalist candidate. — [982, 716, 1104, 754]
arrival-item: Wanaka, s.s., from Nelson and Wellington. — [10, 142, 116, 157]
west-title: G. R. West and Co., — [18, 707, 108, 734]
dore-heading: GUSTAVE DORE. — [876, 244, 943, 254]
cetewayo-heading: Cetewayo. — [1023, 867, 1063, 877]
butchers-score: 1st Innings ..... 51 2nd Innings ..... 56 Total ..... 107 — [712, 275, 831, 291]
save-grain-heading: SAVE YOUR GRAIN, AND PURCHASE — [146, 564, 245, 583]
news-item: DEFENCE.—At a meeting of the Otago Land Board yesterday the following were the awards, and the outlay returned. — [563, 148, 697, 171]
filler-text: The meeting was largely attended, and the various questions brought before it received full consideration from those present, the chairman stating that the business of the district had been conducted in a satisfactory manner throughout the year, and that the prospects for the coming season were considered to be good. — [423, 965, 554, 1034]
filler-text: The meeting was largely attended, and the various questions brought before it received full consideration from those present, the chairman stating that the business of the district had been conducted in a satisfactory manner throughout the year, and that the prospects for the coming season were considered to be good. — [423, 402, 554, 471]
filler-text: The meeting was largely attended, and the various questions brought before it received full consideration from those present, the chairman stating that the business of the district had been conducted in a satisfactory manner throughout the year, and that the prospects for the coming season were considered to be good. — [423, 613, 554, 682]
column-2 — [121, 34, 271, 1396]
wanted-ad: WANTED KNOWN That BONEDUST, specially prepared for drilling with carrots, mangolds, &c., can be obtained from the undersigned. F. MAYO, Hampstead Bone Mills. — [125, 137, 266, 175]
auction-heading: AUCTION SALES — [35, 201, 91, 209]
news-item: NARROW ESCAPE FROM FIRE.—Last Sunday a fire broke out in the chimney of Mr Thos Richardson's house at Seafield. The strong nor'-west wind which was blowing at the time caused some sparks to fly among the grass. — [563, 724, 697, 770]
filler-text: The meeting was largely attended, and the various questions brought before it received full consideration from those present, the chairman stating that the business of the district had been conducted in a satisfactory manner throughout the year, and that the prospects for the coming season were considered to be good. — [706, 1304, 837, 1373]
bakers-heading: BAKERS. — [753, 96, 790, 106]
wanted-heading: Wanted — [180, 39, 211, 48]
wood-body: Which obtained the FIRST PRIZE and GOLD MEDAL against all comers at the TRIAL held last season in Christchurch, under the auspices of the Canterbury A. and P. Association. This Machine combines LIGHTNESS of DRAUGHT, SIMPLICITY of CONSTRUCTION, EASE OF MANAGEMENT, DURABILITY, with QUANTITY and QUALITY OF WORK. — [125, 626, 266, 695]
christmas-body: JUST OPENED UP, A Large and Choice Selection of FANCY GOODS, TOYS, PRIZE BOOKS, &c., &c., &c. — [129, 333, 262, 356]
dore-body: We take the following biography of this celebrated artist, whose death is announced in our cablegrams to have taken place on Tuesday, from "Men of the Time":— DORE, PAUL GUSTAVE, artist, was born at Strasbourg, Jan. 6, 1833. In boyhood he accompanied his father to Paris, where he completed his education. At an early age he contributed comic sketches to the Journal pour Rire. — [846, 254, 973, 338]
funerals-box: FUNERALS FURNISHED & COMPLETELY FURNISHED. — [20, 1140, 106, 1174]
tinwald-body: The annual meeting of the householders was held in the school on Monday night. Mr Joseph Clark occupied the chair, and read the following report. The Committee have pleasure in meeting the householders at the close of another year. The attendance at the school has steadily increased during the past year. — [706, 317, 837, 378]
notice-smiths: NOTICE TO BLACKSMITHS, BREWERS, AND OTHERS. — [280, 145, 409, 160]
various-authors: VARIOUS Authors; Sir Walter Scott's Works, new edition, complete. — [10, 479, 116, 502]
filler-text: The meeting was largely attended, and the various questions brought before it received full consideration from those present, the chairman stating that the business of the district had been conducted in a satisfactory manner throughout the year, and that the prospects for the coming season were considered to be good. — [706, 106, 837, 175]
meech-subtitle: BURNETT STREET, ASHBURTON, CABINETMAKER & UPHOLSTERER. — [12, 881, 114, 904]
